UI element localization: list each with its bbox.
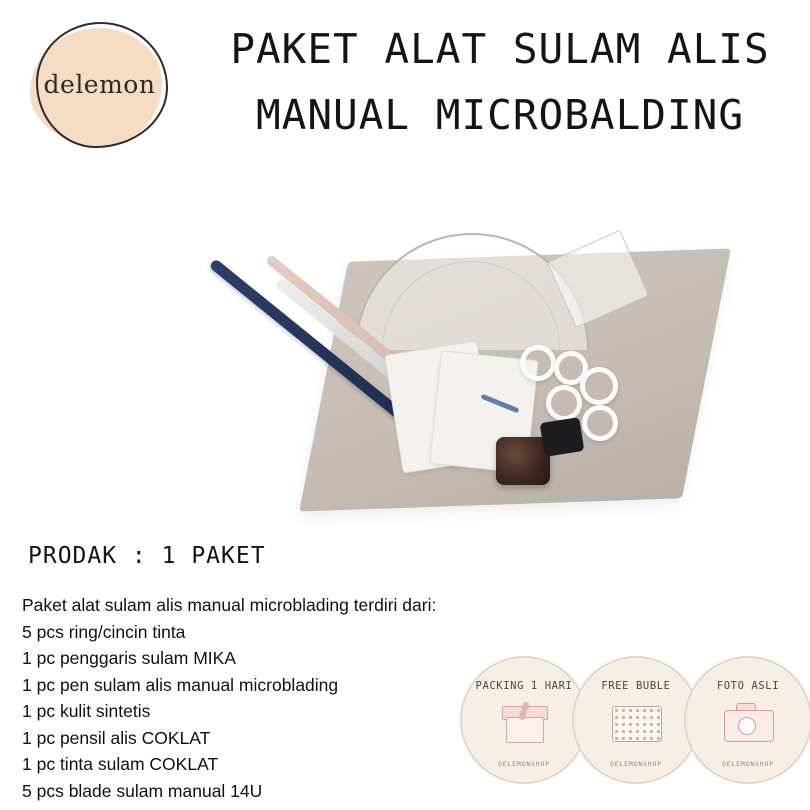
list-item: 1 pc pensil alis COKLAT (22, 727, 211, 748)
badge-label: PACKING 1 HARI (475, 680, 573, 692)
title-line-1: PAKET ALAT SULAM ALIS (230, 25, 770, 73)
product-photo (150, 215, 710, 560)
product-description (22, 592, 452, 804)
badge-shop-label: DELEMONSHOP (610, 760, 662, 768)
badge-packing-1-hari (460, 656, 588, 784)
photo-ink-ring (520, 345, 556, 381)
title-line-2: MANUAL MICROBALDING (256, 91, 744, 139)
badge-free-buble (572, 656, 700, 784)
photo-ink-ring (582, 405, 618, 441)
product-heading: PRODAK : 1 PAKET (28, 543, 266, 569)
description-intro: Paket alat sulam alis manual microblading terdiri dari: (22, 595, 437, 615)
photo-ink-ring (546, 385, 582, 421)
badge-label: FREE BUBLE (601, 680, 671, 692)
badge-shop-label: DELEMONSHOP (498, 760, 550, 768)
logo-text: delemon (43, 70, 156, 99)
list-item: 1 pc tinta sulam COKLAT (22, 754, 219, 774)
list-item: 5 pcs blade sulam manual 14U (22, 780, 263, 801)
header (0, 0, 810, 190)
brand-logo (22, 18, 177, 158)
bubble-wrap-icon (606, 700, 666, 746)
list-item: 5 pcs ring/cincin tinta (22, 621, 186, 642)
camera-icon (718, 700, 778, 746)
badge-shop-label: DELEMONSHOP (722, 760, 774, 768)
list-item: 1 pc penggaris sulam MIKA (22, 648, 236, 668)
package-box-icon (494, 700, 554, 746)
list-item: 1 pc kulit sintetis (22, 701, 151, 721)
page-title (200, 16, 800, 148)
list-item: 1 pc pen sulam alis manual microblading (22, 674, 339, 695)
badge-group (460, 650, 805, 800)
badge-label: FOTO ASLI (716, 680, 780, 692)
badge-foto-asli (684, 656, 810, 784)
photo-ink-ring (580, 367, 618, 405)
photo-ink-bottle-cap (540, 417, 585, 457)
